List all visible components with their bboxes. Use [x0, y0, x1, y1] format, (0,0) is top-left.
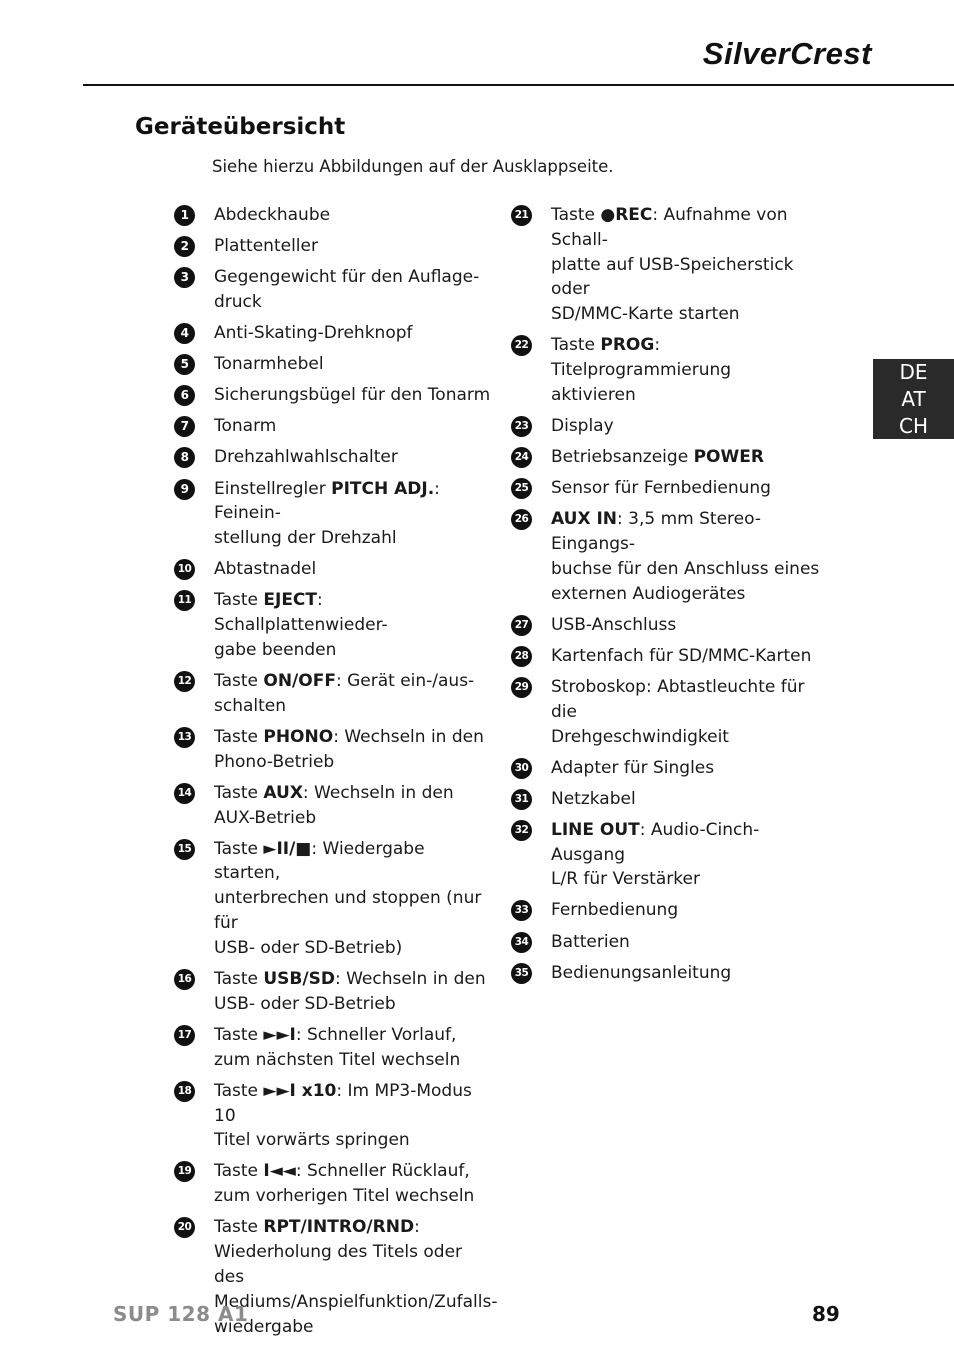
list-item: [174, 967, 494, 1017]
item-text: [214, 1081, 472, 1151]
item-text-segment: Taste: [214, 671, 264, 692]
item-number-badge: 8: [174, 447, 195, 468]
item-number-badge: 6: [174, 385, 195, 406]
item-text: [214, 1025, 460, 1070]
item-text-segment: aktivieren: [551, 384, 636, 405]
list-item: [511, 818, 831, 892]
brand-logo: [703, 36, 872, 72]
item-number-badge: 13: [174, 727, 195, 748]
list-item: [174, 352, 494, 377]
item-text: [214, 1161, 474, 1206]
list-item: [174, 837, 494, 961]
item-number-badge: 29: [511, 677, 532, 698]
item-text-segment: Kartenfach für SD/MMC-Karten: [551, 645, 812, 666]
item-text-segment: zum vorherigen Titel wechseln: [214, 1186, 475, 1207]
item-text: [551, 416, 614, 436]
item-number-badge: 23: [511, 416, 532, 437]
parts-list-left: [174, 203, 498, 1346]
item-text-segment: Adapter für Singles: [551, 757, 715, 778]
item-text: [214, 783, 454, 828]
item-text-segment: Taste: [214, 1217, 264, 1238]
item-text-segment: Batterien: [551, 931, 630, 952]
item-text-segment: stellung der Drehzahl: [214, 528, 397, 549]
item-text-segment: Taste: [214, 782, 264, 803]
item-text: [551, 447, 764, 467]
item-number-badge: 19: [174, 1161, 195, 1182]
item-text: [214, 727, 484, 772]
item-text-segment: platte auf USB-Speicherstick oder: [551, 254, 794, 300]
item-number-badge: 17: [174, 1025, 195, 1046]
item-text-segment: Taste: [214, 590, 264, 611]
list-item: [174, 203, 494, 228]
item-text-bold: ►►I x10: [263, 1080, 337, 1101]
item-text-segment: gabe beenden: [214, 639, 337, 660]
item-number-badge: 5: [174, 354, 195, 375]
list-item: [174, 234, 494, 259]
item-text-segment: : Feinein-: [214, 478, 440, 524]
item-text-segment: USB-Anschluss: [551, 614, 677, 635]
item-number-badge: 16: [174, 969, 195, 990]
item-text-segment: Titel vorwärts springen: [214, 1130, 410, 1151]
item-text-segment: Tonarm: [214, 416, 277, 437]
item-text-segment: : Wechseln in den: [334, 968, 486, 989]
item-text: [214, 969, 486, 1014]
list-item: [511, 203, 831, 327]
item-number-badge: 7: [174, 416, 195, 437]
item-number-badge: 30: [511, 758, 532, 779]
list-item: [174, 383, 494, 408]
item-text-segment: : 3,5 mm Stereo-Eingangs-: [551, 509, 761, 555]
item-number-badge: 34: [511, 932, 532, 953]
item-number-badge: 3: [174, 267, 195, 288]
item-text: [551, 509, 819, 603]
item-text-segment: : Im MP3-Modus 10: [214, 1080, 472, 1126]
item-number-badge: 1: [174, 205, 195, 226]
item-text-segment: buchse für den Anschluss eines: [551, 558, 820, 579]
list-item: [511, 930, 831, 955]
item-text-segment: Stroboskop: Abtastleuchte für die: [551, 676, 805, 722]
item-number-badge: 25: [511, 478, 532, 499]
item-text-bold: I◄◄: [263, 1161, 296, 1182]
item-text: [214, 590, 388, 660]
item-text: [214, 385, 490, 405]
item-text: [214, 236, 318, 256]
language-tab-line: CH: [898, 413, 928, 438]
list-item: [511, 414, 831, 439]
item-text-segment: Betriebsanzeige: [551, 447, 694, 468]
list-item: [511, 675, 831, 749]
item-text-segment: schalten: [214, 695, 287, 716]
item-text-bold: POWER: [693, 447, 764, 468]
footer-model: SUP 128 A1: [113, 1302, 249, 1326]
item-text-segment: Taste: [214, 1080, 264, 1101]
item-number-badge: 15: [174, 839, 195, 860]
item-number-badge: 11: [174, 590, 195, 611]
item-text-segment: Mediums/Anspielfunktion/Zufalls-: [214, 1291, 498, 1312]
list-item: [511, 476, 831, 501]
item-text-segment: Taste: [214, 1024, 264, 1045]
item-text-segment: Display: [551, 415, 614, 436]
item-text-segment: Plattenteller: [214, 236, 318, 257]
item-text-segment: L/R für Verstärker: [551, 869, 700, 890]
item-number-badge: 4: [174, 323, 195, 344]
item-text: [214, 354, 324, 374]
intro-text: Siehe hierzu Abbildungen auf der Ausklappseite.: [212, 157, 614, 176]
item-text: [214, 447, 398, 467]
list-item: [511, 644, 831, 669]
item-text-segment: : Schneller Rücklauf,: [295, 1161, 470, 1182]
item-text-segment: Sensor für Fernbedienung: [551, 478, 771, 499]
item-text-bold: ●REC: [600, 205, 653, 225]
list-item: [174, 1023, 494, 1073]
item-text-segment: Sicherungsbügel für den Tonarm: [214, 385, 491, 406]
list-item: [174, 557, 494, 582]
item-text-segment: externen Audiogerätes: [551, 583, 746, 604]
item-number-badge: 24: [511, 447, 532, 468]
list-item: [174, 1159, 494, 1209]
list-item: [174, 414, 494, 439]
item-text-segment: : Schneller Vorlauf,: [295, 1024, 457, 1045]
item-number-badge: 21: [511, 205, 532, 226]
item-text: [214, 559, 316, 579]
item-number-badge: 28: [511, 646, 532, 667]
item-number-badge: 27: [511, 615, 532, 636]
language-tab-line: DE: [899, 359, 928, 384]
item-text-segment: : Aufnahme von Schall-: [551, 205, 788, 250]
item-text-segment: AUX-Betrieb: [214, 807, 317, 828]
list-item: [174, 265, 494, 315]
item-text: [551, 900, 678, 920]
item-text-segment: : Titelprogrammierung: [551, 335, 732, 381]
list-item: [511, 445, 831, 470]
item-text: [551, 758, 714, 778]
list-item: [174, 477, 494, 551]
item-text-segment: Anti-Skating-Drehknopf: [214, 323, 413, 344]
item-text-segment: Gegengewicht für den Auflage-: [214, 267, 480, 288]
item-text: [214, 323, 413, 343]
item-text-segment: Taste: [551, 335, 601, 356]
item-text: [551, 963, 731, 983]
list-item: [174, 1079, 494, 1153]
item-text-segment: : Wiedergabe starten,: [214, 838, 425, 884]
item-text-segment: druck: [214, 291, 262, 312]
item-text-segment: wiedergabe: [214, 1316, 314, 1337]
item-text-bold: ►►I: [263, 1024, 296, 1045]
item-text-segment: Einstellregler: [214, 478, 332, 499]
item-text-segment: zum nächsten Titel wechseln: [214, 1049, 461, 1070]
item-text-bold: ►II/■: [263, 838, 312, 859]
item-text: [214, 416, 276, 436]
item-text-segment: Taste: [214, 1161, 264, 1182]
item-text-segment: Bedienungsanleitung: [551, 962, 732, 983]
item-text-bold: RPT/INTRO/RND: [263, 1217, 415, 1238]
item-text-bold: USB/SD: [263, 968, 335, 989]
item-text-bold: LINE OUT: [551, 819, 640, 840]
item-text-segment: Drehzahlwahlschalter: [214, 447, 398, 468]
item-text-bold: PHONO: [263, 726, 334, 747]
item-text-segment: unterbrechen und stoppen (nur für: [214, 888, 482, 934]
list-item: [511, 333, 831, 407]
list-item: [174, 725, 494, 775]
item-text-segment: : Wechseln in den: [302, 782, 454, 803]
item-text: [551, 335, 731, 405]
list-item: [174, 669, 494, 719]
item-text-bold: PITCH ADJ.: [331, 478, 435, 499]
item-number-badge: 26: [511, 509, 532, 530]
item-text: [551, 677, 804, 747]
list-item: [511, 787, 831, 812]
item-number-badge: 35: [511, 963, 532, 984]
item-text: [214, 205, 330, 225]
item-text-segment: : Wechseln in den: [333, 726, 484, 747]
item-number-badge: 22: [511, 335, 532, 356]
item-text: [214, 479, 440, 549]
item-text-bold: AUX: [263, 782, 303, 803]
item-number-badge: 33: [511, 900, 532, 921]
item-text-segment: :: [414, 1217, 420, 1238]
item-text-segment: : Schallplattenwieder-: [214, 590, 388, 636]
list-item: [174, 321, 494, 346]
footer-page-number: 89: [812, 1302, 840, 1326]
item-text-segment: Netzkabel: [551, 788, 636, 809]
item-text: [214, 671, 474, 716]
item-text-segment: Drehgeschwindigkeit: [551, 726, 729, 747]
item-number-badge: 18: [174, 1081, 195, 1102]
page-title: Geräteübersicht: [135, 114, 346, 140]
item-text: [551, 789, 636, 809]
item-text-segment: Phono-Betrieb: [214, 751, 335, 772]
item-text-segment: Abdeckhaube: [214, 205, 331, 225]
item-text-bold: ON/OFF: [263, 671, 336, 692]
list-item: [511, 756, 831, 781]
item-number-badge: 32: [511, 820, 532, 841]
list-item: [174, 588, 494, 662]
list-item: [511, 961, 831, 986]
item-number-badge: 31: [511, 789, 532, 810]
list-item: [174, 445, 494, 470]
item-text-bold: EJECT: [263, 590, 317, 611]
item-text: [551, 932, 630, 952]
item-text: [214, 1217, 497, 1336]
item-number-badge: 14: [174, 783, 195, 804]
item-number-badge: 10: [174, 559, 195, 580]
item-text-segment: Taste: [214, 838, 264, 859]
item-text-segment: : Audio-Cinch-Ausgang: [551, 819, 760, 865]
parts-list-right: [511, 203, 831, 992]
list-item: [511, 898, 831, 923]
language-tab: [873, 359, 954, 439]
list-item: [174, 781, 494, 831]
item-text: [214, 839, 481, 958]
item-text: [551, 478, 771, 498]
item-text-bold: PROG: [600, 335, 655, 356]
language-tab-line: AT: [901, 386, 926, 411]
list-item: [511, 507, 831, 606]
list-item: [511, 613, 831, 638]
item-text: [551, 205, 794, 324]
item-text: [551, 646, 811, 666]
item-text-segment: SD/MMC-Karte starten: [551, 304, 740, 325]
item-text: [551, 615, 676, 635]
item-text-segment: USB- oder SD-Betrieb: [214, 993, 396, 1014]
item-text-segment: Abtastnadel: [214, 559, 317, 580]
item-text-segment: Taste: [551, 205, 601, 225]
item-number-badge: 9: [174, 479, 195, 500]
item-number-badge: 20: [174, 1217, 195, 1238]
item-text-segment: Taste: [214, 968, 264, 989]
item-text: [214, 267, 479, 312]
item-text-segment: : Gerät ein-/aus-: [335, 671, 475, 692]
item-text-segment: USB- oder SD-Betrieb): [214, 937, 403, 958]
item-text-bold: AUX IN: [551, 509, 618, 530]
item-text-segment: Tonarmhebel: [214, 354, 324, 375]
header-rule: [83, 84, 954, 86]
item-text-segment: Fernbedienung: [551, 900, 679, 921]
brand-logo-text: SilverCrest: [702, 36, 872, 71]
item-text-segment: Taste: [214, 726, 264, 747]
item-text: [551, 820, 759, 890]
item-number-badge: 2: [174, 236, 195, 257]
item-text-segment: Wiederholung des Titels oder des: [214, 1242, 463, 1287]
item-number-badge: 12: [174, 671, 195, 692]
